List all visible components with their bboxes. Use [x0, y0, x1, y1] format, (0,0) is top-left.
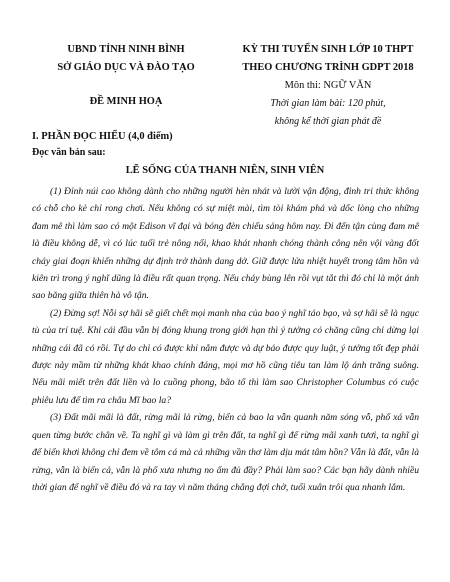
exam-title-line-2: THEO CHƯƠNG TRÌNH GDPT 2018: [242, 62, 414, 73]
exam-header: [220, 41, 436, 95]
issuer-line-2: SỞ GIÁO DỤC VÀ ĐÀO TẠO: [57, 62, 195, 73]
paragraph-1: (1) Đỉnh núi cao không dành cho những người hèn nhát và lười vận động, đỉnh tri thức không có chỗ cho kẻ chỉ rong chơi. Nếu không có sự miệt mài, tìm tòi khám phá và dốc lòng cho những đam mê thì làm sao có một Edison vĩ đại và bóng đèn chiếu sáng hôm nay. Đi đến tận cùng đam mê là điều không dễ, vì có lúc tuổi trẻ nông nổi, khao khát nhanh chóng thành công nên vội vàng đốt cháy giai đoạn khiến những dự định trở thành dang dở. Giữ được lửa nhiệt huyết trong tâm hồn và kiên trì trong ý nghĩ dũng là điều rất quan trọng. Nếu cháy bùng lên rồi vụt tắt thì đó chỉ là một ánh sao băng giữa thiên hà vô tận.: [32, 186, 419, 302]
paragraph-3: (3) Đất mãi mãi là đất, rừng mãi là rừng, biển cả bao la vẫn quanh năm sóng vỗ, phố xá vẫn quen từng bước chân về. Ta nghĩ gì và làm gì trên đất, ta nghĩ gì để rừng mãi xanh tươi, ta nghĩ gì để biển khơi không chỉ đem về tôm cá mà cả những vần thơ làm dịu mát tâm hồn? Vẫn là đất, vẫn là rừng, vẫn là biển cả, vẫn là phố xưa nhưng no ấm đủ đầy? Phải làm sao? Các bạn hãy dành nhiều thời gian để nghĩ về điều đó và ra tay vì năm tháng chẳng đợi chờ, tuổi xuân trôi qua nhanh lắm.: [32, 412, 419, 493]
reading-instruction: Đọc văn bản sau:: [32, 147, 106, 158]
exam-title-line-1: KỲ THI TUYỂN SINH LỚP 10 THPT: [242, 44, 414, 55]
exam-subject: Môn thi: NGỮ VĂN: [284, 80, 372, 91]
time-line-1: Thời gian làm bài: 120 phút,: [270, 98, 386, 109]
exam-label: ĐỀ MINH HOẠ: [89, 96, 163, 107]
passage-title: LẼ SỐNG CỦA THANH NIÊN, SINH VIÊN: [125, 165, 325, 176]
time-info: [226, 95, 430, 131]
issuer-line-1: UBND TỈNH NINH BÌNH: [67, 44, 185, 55]
time-line-2: không kể thời gian phát đề: [274, 116, 382, 127]
section-title: I. PHẦN ĐỌC HIỂU (4,0 điểm): [32, 131, 173, 142]
issuer-header: [42, 41, 210, 77]
paragraph-2: (2) Đừng sợ! Nỗi sợ hãi sẽ giết chết mọi manh nha của bao ý nghĩ táo bạo, và sợ hãi sẽ là ngục tù của trí tuệ. Khi cái đầu vẫn bị đóng khung trong giới hạn thì ý tưởng có chăng cũng chỉ dừng lại những cái đã có rồi. Tự do chỉ có được khi nắm được và dự báo được quy luật, ý tưởng tốt đẹp phải được nảy mầm từ những khát khao chính đáng, mọi mơ hồ cũng tiêu tan làm lộ ánh trăng suông. Nếu mãi miết trên đất liền và lo cuồng phong, bão tố thì làm sao Christopher Columbus có cuộc phiêu lưu để tìm ra châu Mĩ bao la?: [32, 307, 419, 406]
passage-body: [32, 183, 419, 496]
